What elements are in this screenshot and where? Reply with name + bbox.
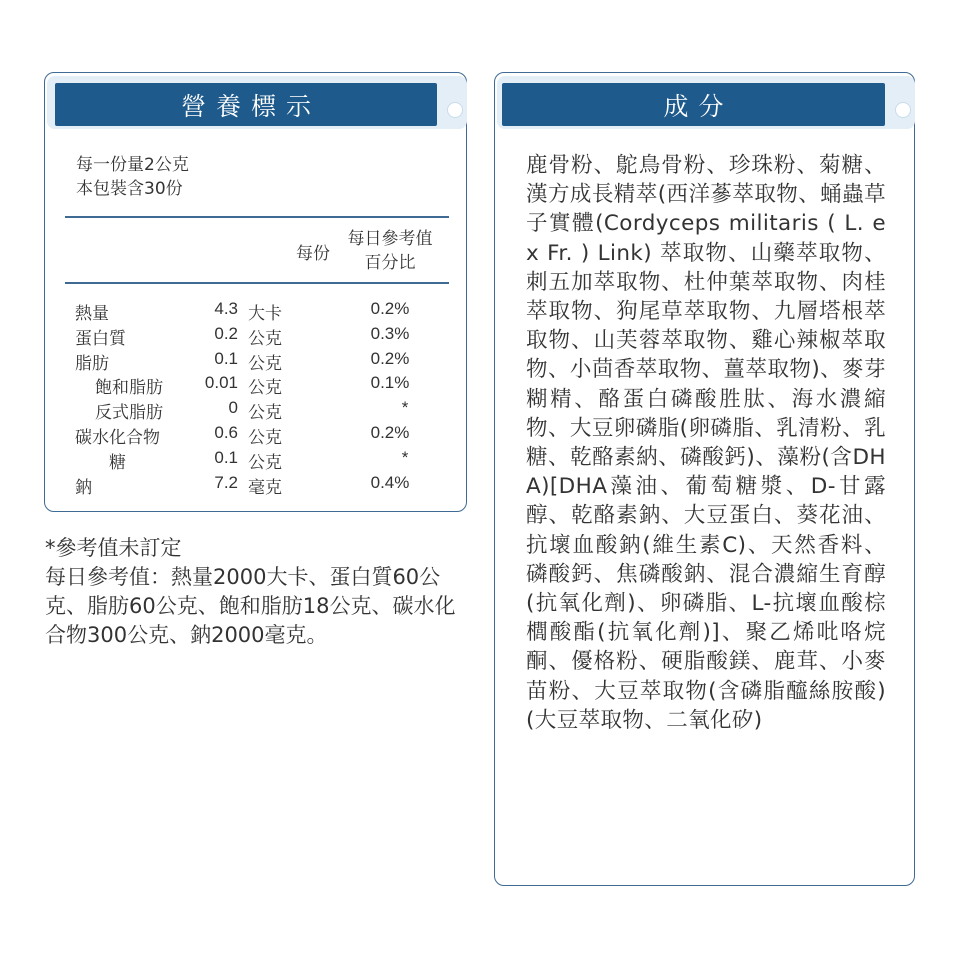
table-row — [45, 373, 468, 398]
ingredients-title-banner — [502, 83, 885, 126]
serving-size: 每一份量2公克 — [76, 155, 189, 175]
nutrient-unit: 公克 — [248, 353, 282, 374]
table-row — [45, 423, 468, 448]
nutrient-name: 反式脂肪 — [95, 403, 163, 424]
nutrient-amount: 0.1 — [214, 447, 238, 467]
nutrient-amount: 0.2 — [214, 323, 238, 343]
divider-mid — [65, 282, 449, 284]
nutrient-name: 脂肪 — [75, 353, 109, 374]
table-row — [45, 349, 468, 374]
nutrient-dv: 0.2% — [370, 299, 410, 318]
nutrient-amount: 4.3 — [214, 299, 238, 318]
nutrient-unit: 公克 — [248, 328, 282, 349]
serving-info — [76, 153, 189, 201]
nutrient-unit: 公克 — [248, 427, 282, 448]
nutrient-amount: 0.6 — [214, 422, 238, 442]
footnote-reference-values: 每日參考值：熱量2000大卡、蛋白質60公克、脂肪60公克、飽和脂肪18公克、碳水化合物300公克、鈉2000毫克。 — [45, 565, 456, 647]
nutrient-dv: 0.4% — [370, 472, 410, 492]
ingredients-title: 成分 — [663, 91, 734, 121]
col-header-daily-value — [330, 227, 450, 275]
nutrient-name: 飽和脂肪 — [95, 378, 163, 399]
table-row — [45, 398, 468, 423]
daily-value-footnote — [45, 534, 470, 650]
nutrient-unit: 毫克 — [248, 477, 282, 498]
nutrient-name: 蛋白質 — [75, 328, 126, 349]
servings-per-pack: 本包裝含30份 — [76, 179, 183, 199]
nutrient-dv: 0.1% — [370, 373, 410, 393]
nutrient-unit: 公克 — [248, 378, 282, 399]
divider-top — [65, 216, 449, 218]
col-header-dv-line1: 每日參考值 — [347, 229, 433, 249]
nutrient-name: 糖 — [109, 452, 126, 473]
nutrient-unit: 大卡 — [248, 304, 282, 324]
ingredients-list: 鹿骨粉、鴕鳥骨粉、珍珠粉、菊糖、漢方成長精萃(西洋蔘萃取物、蛹蟲草子實體(Cordyceps militaris ( L. ex Fr. ) Link) 萃取物、山藥萃取物、刺五加萃取物、杜仲葉萃取物、肉桂萃取物、狗尾草萃取物、九層塔根萃取物、山芙蓉萃取物、雞心辣椒萃取物、小茴香萃取物、薑萃取物)、麥芽糊精、酪蛋白磷酸胜肽、海水濃縮物、大豆卵磷脂(卵磷脂、乳清粉、乳糖、乾酪素納、磷酸鈣)、藻粉(含DHA)[DHA藻油、葡萄糖漿、D-甘露醇、乾酪素鈉、大豆蛋白、葵花油、抗壞血酸鈉(維生素C)、天然香料、磷酸鈣、焦磷酸鈉、混合濃縮生育醇(抗氧化劑)、卵磷脂、L-抗壞血酸棕櫚酸酯(抗氧化劑)]、聚乙烯吡咯烷酮、優格粉、硬脂酸鎂、鹿茸、小麥苗粉、大豆萃取物(含磷脂醯絲胺酸)(大豆萃取物、二氧化矽) — [526, 153, 886, 733]
footnote-undefined-note: *參考值未訂定 — [45, 536, 182, 560]
nutrition-title: 營養標示 — [180, 91, 321, 121]
nutrient-amount: 0 — [228, 398, 238, 418]
nutrition-table — [45, 299, 468, 497]
nutrient-dv: * — [401, 398, 409, 418]
nutrient-name: 鈉 — [75, 477, 92, 498]
ingredients-panel — [494, 72, 915, 886]
nutrient-dv: * — [401, 447, 409, 467]
nutrient-dv: 0.3% — [370, 323, 410, 343]
table-row — [45, 299, 468, 324]
nutrition-facts-panel — [44, 72, 467, 512]
col-header-per-serving: 每份 — [296, 244, 330, 264]
banner-dot-icon — [447, 102, 463, 118]
table-row — [45, 448, 468, 473]
table-row — [45, 324, 468, 349]
nutrient-unit: 公克 — [248, 452, 282, 473]
nutrient-unit: 公克 — [248, 403, 282, 424]
col-header-dv-line2: 百分比 — [364, 253, 416, 273]
banner-dot-icon — [895, 102, 911, 118]
table-row — [45, 473, 468, 498]
nutrient-amount: 0.1 — [214, 348, 238, 368]
nutrient-amount: 7.2 — [214, 472, 238, 492]
nutrient-name: 碳水化合物 — [75, 427, 160, 448]
nutrient-dv: 0.2% — [370, 348, 410, 368]
nutrition-title-banner — [55, 83, 437, 126]
nutrient-amount: 0.01 — [204, 373, 238, 393]
nutrient-name: 熱量 — [75, 304, 109, 324]
nutrient-dv: 0.2% — [370, 422, 410, 442]
